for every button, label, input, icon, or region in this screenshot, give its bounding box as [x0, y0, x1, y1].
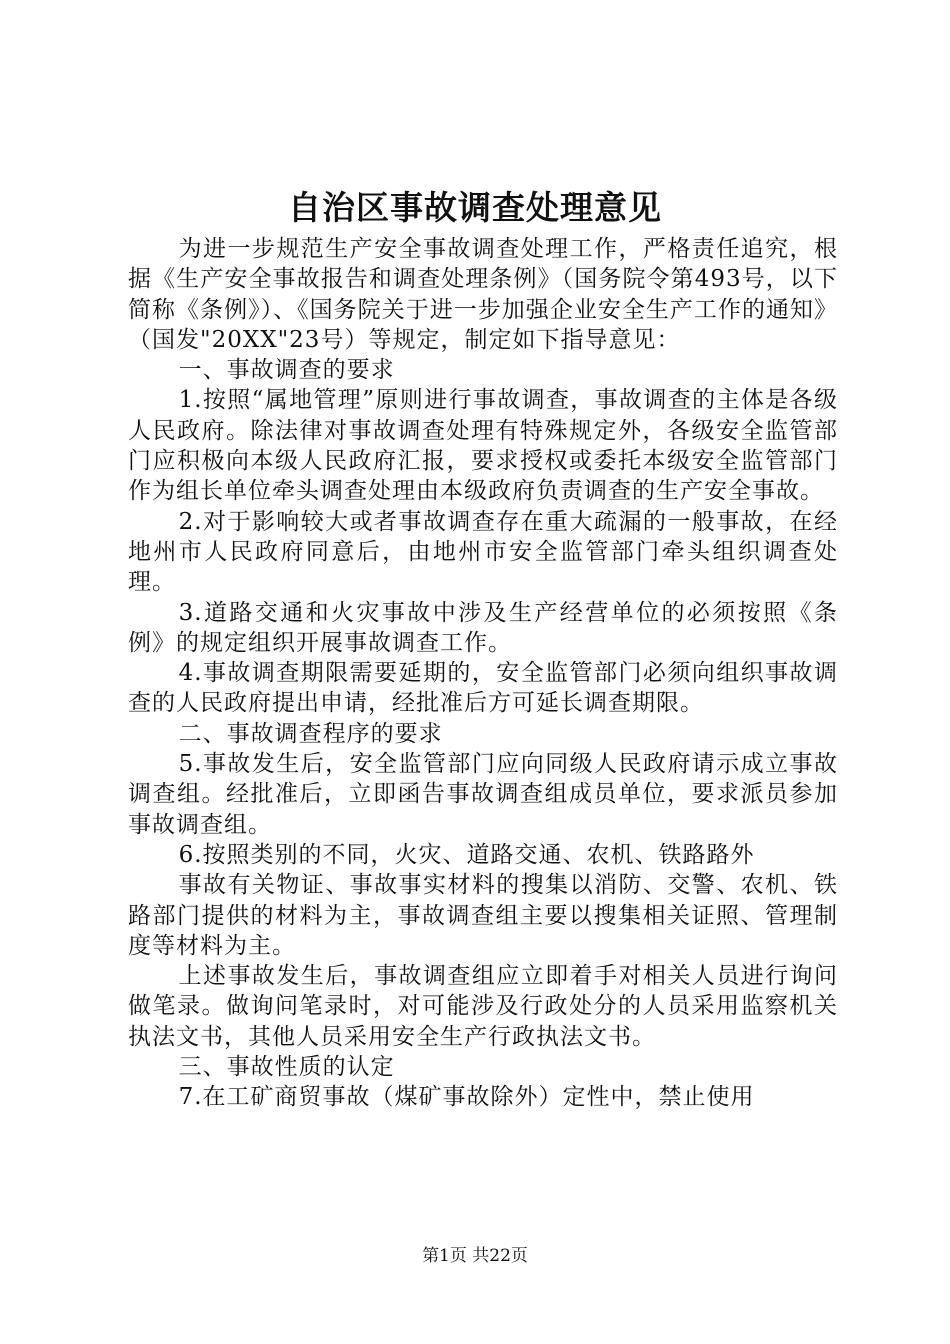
paragraph-item-2: 2.对于影响较大或者事故调查存在重大疏漏的一般事故，在经地州市人民政府同意后，由地州市安全监管部门牵头组织调查处理。 [128, 508, 838, 596]
paragraph-item-7: 7.在工矿商贸事故（煤矿事故除外）定性中，禁止使用 [178, 1084, 755, 1111]
paragraph-evidence: 事故有关物证、事故事实材料的搜集以消防、交警、农机、铁路部门提供的材料为主，事故调查组主要以搜集相关证照、管理制度等材料为主。 [128, 872, 838, 959]
section-heading-3: 三、事故性质的认定 [178, 1054, 395, 1081]
document-body [128, 234, 838, 1113]
paragraph-item-5: 5.事故发生后，安全监管部门应向同级人民政府请示成立事故调查组。经批准后，立即函告事故调查组成员单位，要求派员参加事故调查组。 [128, 751, 838, 838]
paragraph-item-3: 3.道路交通和火灾事故中涉及生产经营单位的必须按照《条例》的规定组织开展事故调查工作。 [128, 599, 838, 656]
paragraph-item-4: 4.事故调查期限需要延期的，安全监管部门必须向组织事故调查的人民政府提出申请，经批准后方可延长调查期限。 [128, 660, 838, 717]
section-heading-1: 一、事故调查的要求 [178, 357, 395, 384]
section-heading-2: 二、事故调查程序的要求 [178, 720, 443, 747]
paragraph-item-1: 1.按照“属地管理”原则进行事故调查，事故调查的主体是各级人民政府。除法律对事故调查处理有特殊规定外，各级安全监管部门应积极向本级人民政府汇报，要求授权或委托本级安全监管部门作为组长单位牵头调查处理由本级政府负责调查的生产安全事故。 [128, 387, 838, 505]
document-title: 自治区事故调查处理意见 [288, 188, 662, 227]
paragraph-interview: 上述事故发生后，事故调查组应立即着手对相关人员进行询问做笔录。做询问笔录时，对可能涉及行政处分的人员采用监察机关执法文书，其他人员采用安全生产行政执法文书。 [128, 963, 838, 1050]
paragraph-intro: 为进一步规范生产安全事故调查处理工作，严格责任追究，根据《生产安全事故报告和调查处理条例》（国务院令第493号，以下简称《条例》）、《国务院关于进一步加强企业安全生产工作的通知》（国发"20XX"23号）等规定，制定如下指导意见： [128, 236, 838, 353]
page-number-footer: 第1页 共22页 [422, 1246, 528, 1266]
paragraph-item-6: 6.按照类别的不同，火灾、道路交通、农机、铁路路外 [178, 841, 755, 868]
